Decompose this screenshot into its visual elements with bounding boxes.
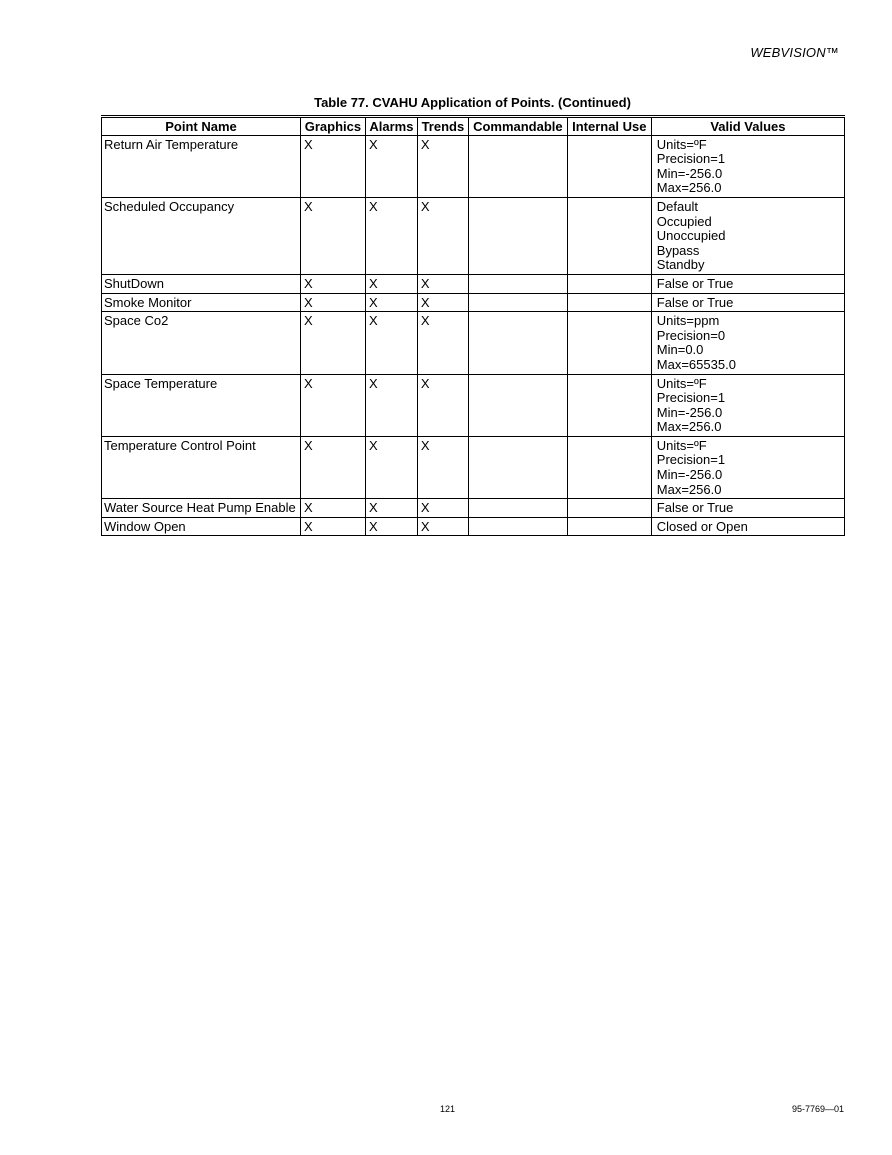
- valid-value-line: Unoccupied: [656, 228, 726, 244]
- cell-trends: X: [417, 293, 468, 312]
- table-row: [102, 374, 845, 436]
- cell-commandable: [468, 517, 567, 536]
- cell-graphics: X: [300, 499, 365, 518]
- valid-value-line: Min=0.0: [656, 342, 704, 358]
- cell-point-name: Water Source Heat Pump Enable: [102, 499, 301, 518]
- cell-trends: X: [417, 135, 468, 197]
- cell-valid-values: [651, 312, 844, 374]
- valid-value-line: Max=256.0: [656, 481, 722, 497]
- cell-trends: X: [417, 312, 468, 374]
- cell-alarms: X: [365, 499, 417, 518]
- cell-valid-values: [651, 374, 844, 436]
- cell-internal-use: [567, 374, 651, 436]
- table-row: [102, 312, 845, 374]
- valid-value-line: Closed or Open: [656, 518, 748, 534]
- cell-alarms: X: [365, 374, 417, 436]
- valid-value-line: Units=ºF: [656, 136, 707, 152]
- cell-internal-use: [567, 499, 651, 518]
- cell-alarms: X: [365, 436, 417, 498]
- cell-graphics: X: [300, 197, 365, 274]
- cell-valid-values: [651, 293, 844, 312]
- cell-graphics: X: [300, 517, 365, 536]
- table-row: [102, 517, 845, 536]
- valid-value-line: Units=ºF: [656, 375, 707, 391]
- cell-trends: X: [417, 436, 468, 498]
- valid-value-line: Precision=1: [656, 452, 726, 468]
- valid-value-line: Standby: [656, 257, 705, 273]
- column-header-alarms: Alarms: [365, 117, 417, 136]
- cell-graphics: X: [300, 135, 365, 197]
- valid-value-line: Units=ºF: [656, 437, 707, 453]
- cell-internal-use: [567, 312, 651, 374]
- cell-alarms: X: [365, 197, 417, 274]
- valid-value-line: Max=256.0: [656, 419, 722, 435]
- cell-valid-values: [651, 135, 844, 197]
- cell-trends: X: [417, 274, 468, 293]
- valid-value-line: Precision=1: [656, 151, 726, 167]
- cell-alarms: X: [365, 517, 417, 536]
- valid-value-line: Min=-256.0: [656, 165, 723, 181]
- valid-value-line: Max=65535.0: [656, 356, 736, 372]
- cell-graphics: X: [300, 436, 365, 498]
- valid-value-line: Min=-256.0: [656, 404, 723, 420]
- cell-point-name: Smoke Monitor: [102, 293, 301, 312]
- cell-commandable: [468, 374, 567, 436]
- cell-internal-use: [567, 436, 651, 498]
- cell-commandable: [468, 436, 567, 498]
- cell-commandable: [468, 274, 567, 293]
- table-header-row: [102, 117, 845, 136]
- cell-internal-use: [567, 274, 651, 293]
- valid-value-line: Min=-256.0: [656, 467, 723, 483]
- column-header-trends: Trends: [417, 117, 468, 136]
- cell-commandable: [468, 499, 567, 518]
- cell-internal-use: [567, 197, 651, 274]
- cell-commandable: [468, 312, 567, 374]
- cell-alarms: X: [365, 274, 417, 293]
- cell-point-name: Space Co2: [102, 312, 301, 374]
- column-header-valid-values: Valid Values: [651, 117, 844, 136]
- cell-trends: X: [417, 499, 468, 518]
- cell-point-name: Return Air Temperature: [102, 135, 301, 197]
- document-number: 95-7769—01: [791, 1104, 844, 1114]
- table-row: [102, 274, 845, 293]
- cell-valid-values: [651, 436, 844, 498]
- cell-internal-use: [567, 135, 651, 197]
- cell-valid-values: [651, 197, 844, 274]
- cell-commandable: [468, 135, 567, 197]
- table-body: [102, 135, 845, 536]
- valid-value-line: Units=ppm: [656, 313, 720, 329]
- cell-valid-values: [651, 499, 844, 518]
- cell-internal-use: [567, 293, 651, 312]
- points-table: [101, 115, 845, 536]
- cell-graphics: X: [300, 312, 365, 374]
- cell-graphics: X: [300, 274, 365, 293]
- table-row: [102, 197, 845, 274]
- valid-value-line: Bypass: [656, 242, 700, 258]
- table-row: [102, 135, 845, 197]
- valid-value-line: Precision=0: [656, 327, 726, 343]
- cell-alarms: X: [365, 312, 417, 374]
- cell-point-name: Window Open: [102, 517, 301, 536]
- valid-value-line: Precision=1: [656, 390, 726, 406]
- cell-alarms: X: [365, 135, 417, 197]
- table-caption: Table 77. CVAHU Application of Points. (Continued): [314, 95, 631, 110]
- cell-point-name: ShutDown: [102, 274, 301, 293]
- cell-trends: X: [417, 374, 468, 436]
- valid-value-line: False or True: [656, 500, 734, 516]
- column-header-point-name: Point Name: [102, 117, 301, 136]
- running-header: WEBVISION™: [750, 45, 839, 60]
- cell-internal-use: [567, 517, 651, 536]
- cell-alarms: X: [365, 293, 417, 312]
- column-header-graphics: Graphics: [300, 117, 365, 136]
- valid-value-line: False or True: [656, 294, 734, 310]
- cell-valid-values: [651, 274, 844, 293]
- valid-value-line: Max=256.0: [656, 180, 722, 196]
- table-row: [102, 436, 845, 498]
- cell-graphics: X: [300, 293, 365, 312]
- cell-point-name: Scheduled Occupancy: [102, 197, 301, 274]
- cell-point-name: Temperature Control Point: [102, 436, 301, 498]
- table-row: [102, 293, 845, 312]
- column-header-internal-use: Internal Use: [567, 117, 651, 136]
- valid-value-line: False or True: [656, 275, 734, 291]
- valid-value-line: Default: [656, 198, 698, 214]
- cell-trends: X: [417, 517, 468, 536]
- cell-commandable: [468, 293, 567, 312]
- cell-graphics: X: [300, 374, 365, 436]
- column-header-commandable: Commandable: [468, 117, 567, 136]
- page-number: 121: [440, 1104, 456, 1114]
- cell-trends: X: [417, 197, 468, 274]
- cell-valid-values: [651, 517, 844, 536]
- table-row: [102, 499, 845, 518]
- cell-commandable: [468, 197, 567, 274]
- cell-point-name: Space Temperature: [102, 374, 301, 436]
- valid-value-line: Occupied: [656, 213, 712, 229]
